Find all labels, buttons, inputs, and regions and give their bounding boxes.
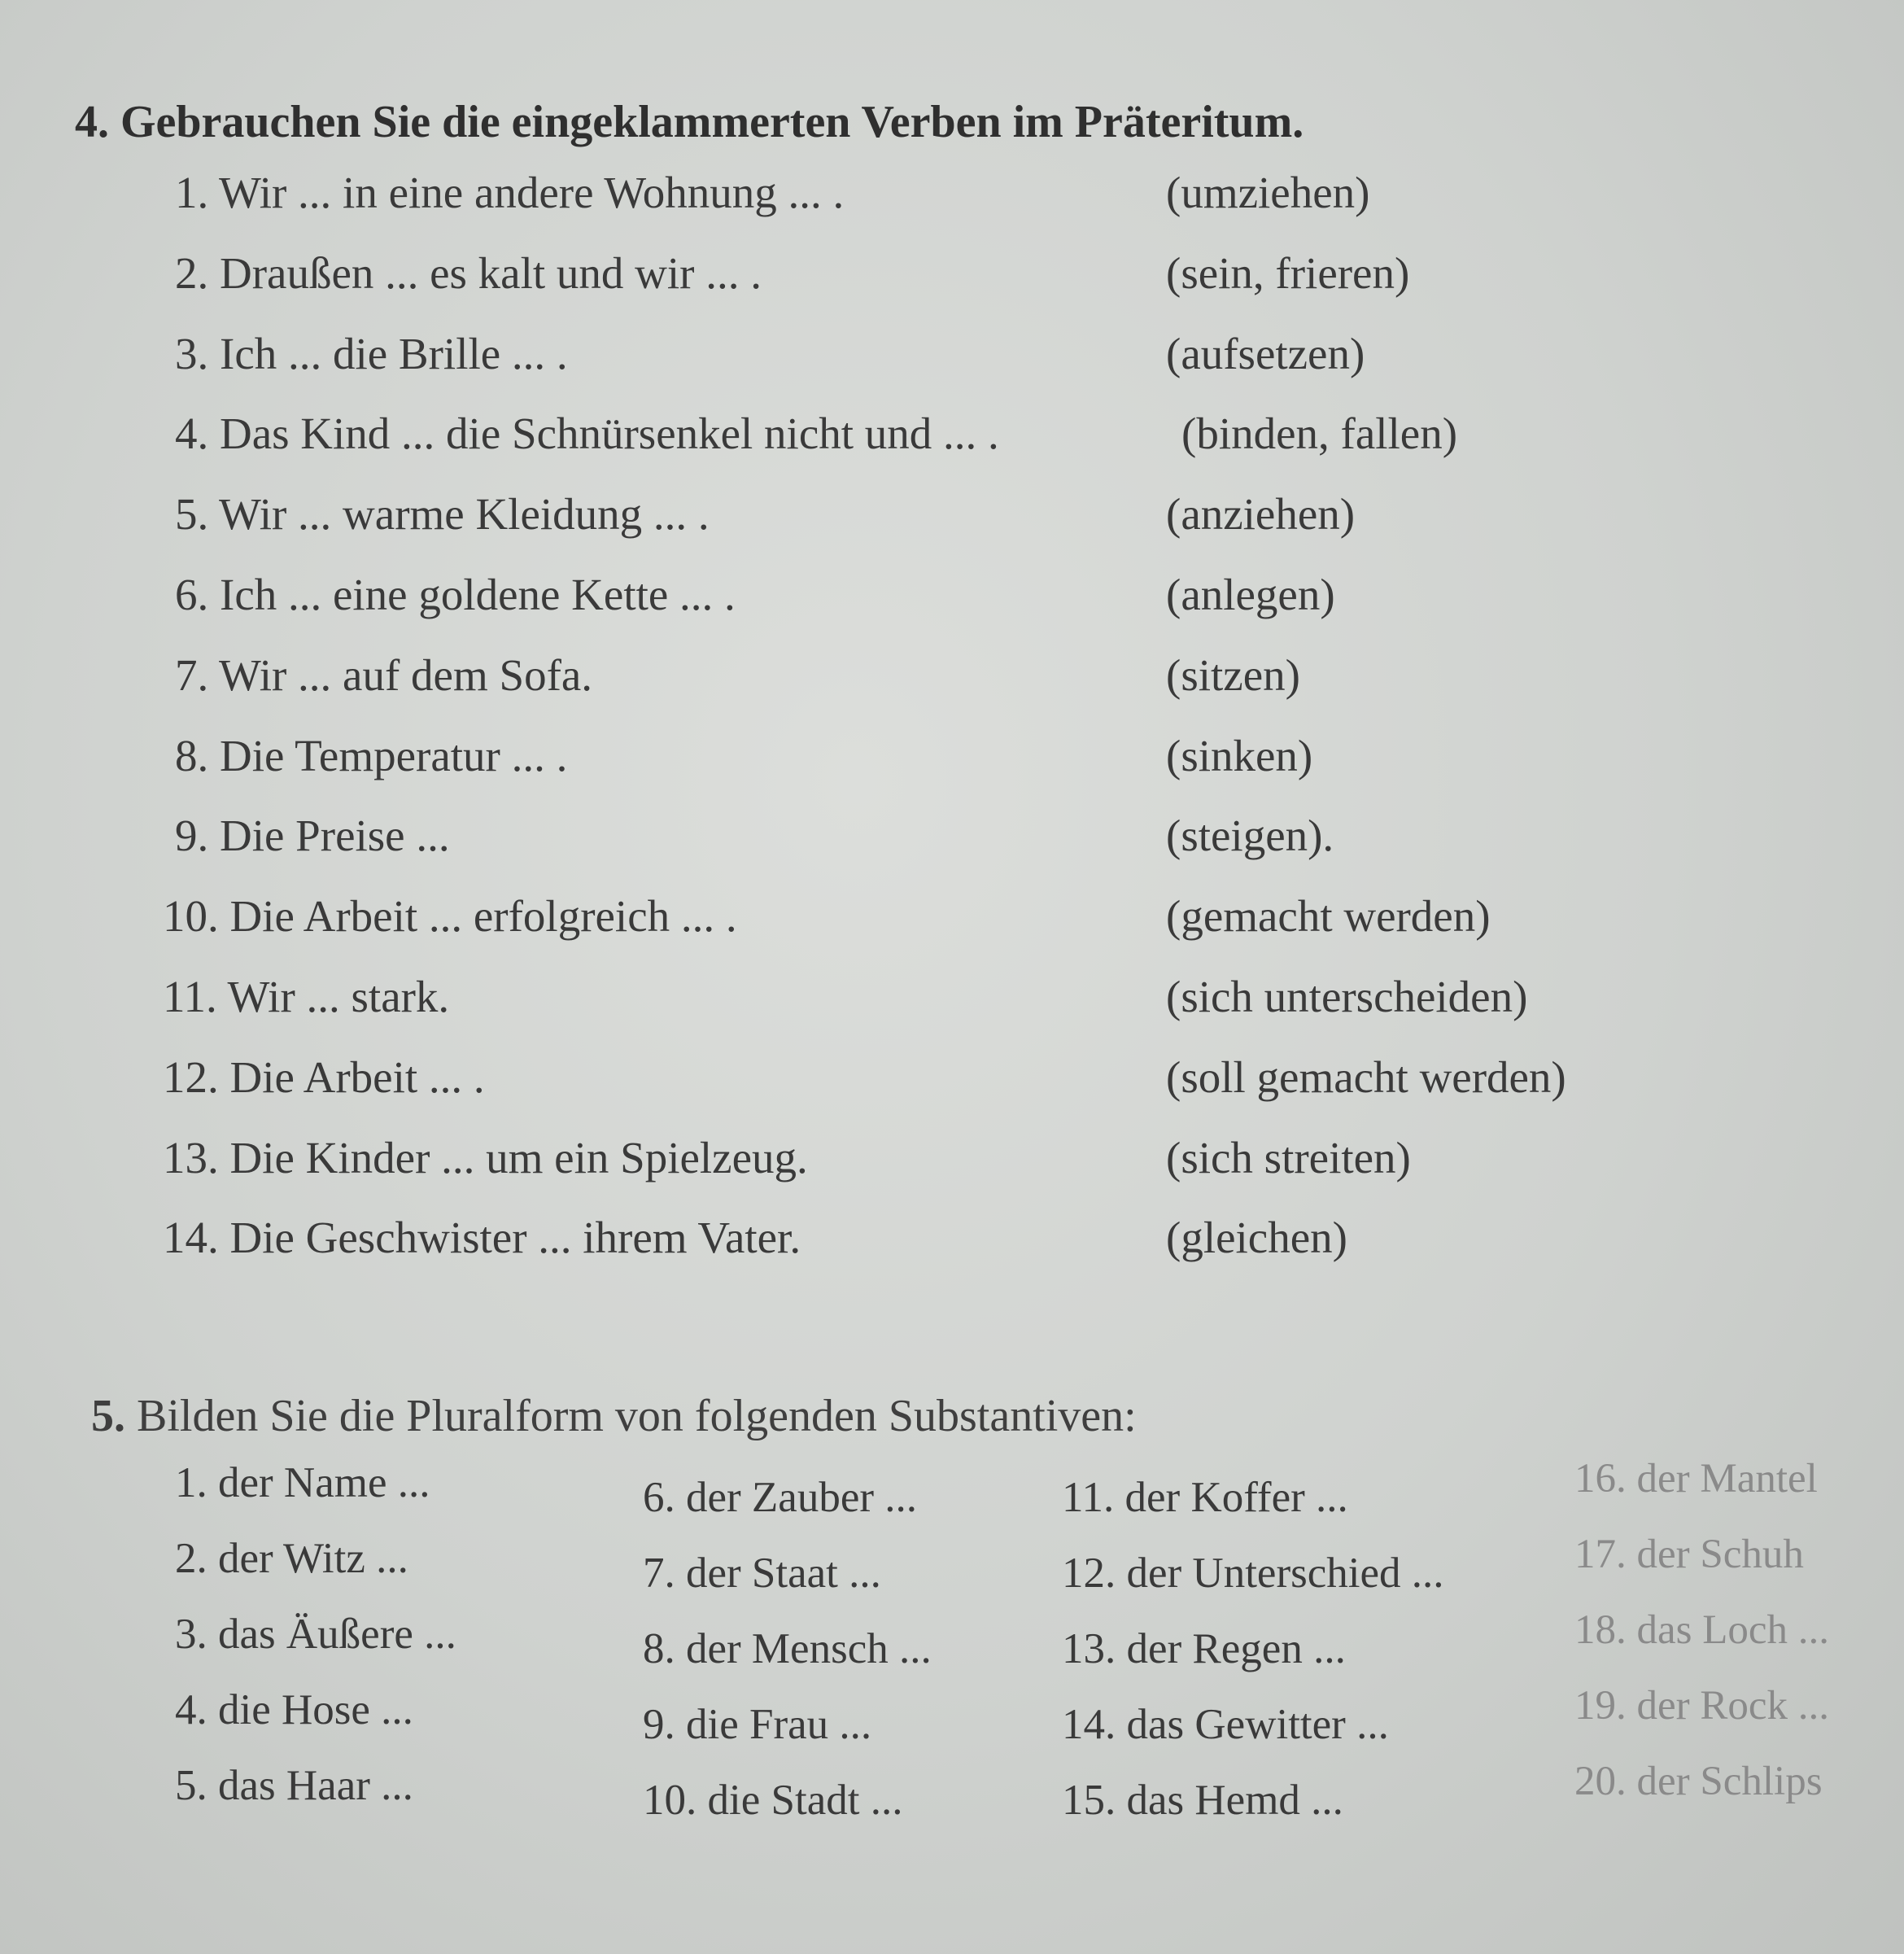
exercise-4-item [0,247,1904,328]
exercise-5-column [175,1458,456,1837]
exercise-4-sentence: 12. Die Arbeit ... . [163,1051,485,1102]
exercise-4-sentence: 2. Draußen ... es kalt und wir ... . [175,247,762,298]
exercise-4-sentence: 10. Die Arbeit ... erfolgreich ... . [163,891,737,942]
exercise-5-number: 5. [91,1391,125,1441]
exercise-4-item [0,649,1904,730]
exercise-4-item [0,730,1904,811]
exercise-4-verb: (sich streiten) [1166,1132,1411,1182]
exercise-4-verb: (steigen). [1166,811,1334,861]
exercise-5-heading [91,1390,1137,1442]
exercise-4-verb: (umziehen) [1166,168,1370,217]
noun-item: 11. der Koffer ... [1062,1474,1348,1521]
noun-item: 15. das Hemd ... [1062,1777,1343,1824]
noun-item: 20. der Schlips [1574,1759,1823,1804]
exercise-4-list [0,167,1904,1292]
exercise-4-item [0,328,1904,409]
exercise-4-verb: (binden, fallen) [1181,409,1458,459]
noun-item: 4. die Hose ... [175,1686,413,1733]
exercise-4-item [0,1212,1904,1292]
exercise-4-item [0,569,1904,649]
noun-item: 19. der Rock ... [1574,1683,1830,1729]
exercise-4-sentence: 6. Ich ... eine goldene Kette ... . [175,569,736,619]
exercise-4-verb: (soll gemacht werden) [1166,1051,1566,1102]
exercise-4-verb: (anlegen) [1166,569,1335,619]
noun-item: 5. das Haar ... [175,1762,413,1809]
exercise-4-item [0,890,1904,971]
exercise-5-column [1062,1473,1444,1851]
noun-item: 7. der Staat ... [643,1550,881,1597]
exercise-4-sentence: 5. Wir ... warme Kleidung ... . [175,489,710,540]
exercise-4-heading [75,96,1304,148]
exercise-5-grid [0,1458,1904,1849]
exercise-4-item [0,167,1904,247]
exercise-5-column [1574,1455,1829,1834]
exercise-4-sentence: 7. Wir ... auf dem Sofa. [175,649,593,700]
exercise-4-verb: (sein, frieren) [1166,247,1410,298]
exercise-4-sentence: 3. Ich ... die Brille ... . [175,328,568,378]
exercise-4-number: 4. [75,97,109,147]
exercise-4-sentence: 14. Die Geschwister ... ihrem Vater. [163,1213,801,1263]
exercise-4-verb: (anziehen) [1166,489,1356,540]
exercise-4-sentence: 9. Die Preise ... [175,811,450,861]
exercise-4-sentence: 13. Die Kinder ... um ein Spielzeug. [163,1132,808,1182]
exercise-4-verb: (sich unterscheiden) [1166,971,1528,1021]
noun-item: 18. das Loch ... [1574,1607,1830,1653]
exercise-4-verb: (gemacht werden) [1166,891,1491,942]
exercise-4-verb: (aufsetzen) [1166,328,1365,378]
noun-item: 17. der Schuh [1574,1532,1804,1577]
exercise-5-column [643,1473,932,1851]
exercise-4-sentence: 11. Wir ... stark. [163,971,450,1021]
noun-item: 1. der Name ... [175,1459,430,1506]
exercise-4-sentence: 1. Wir ... in eine andere Wohnung ... . [175,168,845,217]
noun-item: 10. die Stadt ... [643,1777,903,1824]
exercise-4-item [0,971,1904,1051]
exercise-4-verb: (sinken) [1166,730,1313,780]
exercise-4-verb: (sitzen) [1166,649,1300,700]
noun-item: 3. das Äußere ... [175,1611,456,1658]
exercise-5-instruction: Bilden Sie die Pluralform von folgenden Substantiven: [137,1391,1137,1441]
noun-item: 8. der Mensch ... [643,1625,932,1672]
noun-item: 13. der Regen ... [1062,1625,1346,1672]
noun-item: 12. der Unterschied ... [1062,1550,1444,1597]
noun-item: 16. der Mantel [1574,1456,1818,1502]
exercise-4-sentence: 4. Das Kind ... die Schnürsenkel nicht und ... . [175,409,999,459]
noun-item: 6. der Zauber ... [643,1474,917,1521]
exercise-4-item [0,810,1904,890]
noun-item: 2. der Witz ... [175,1535,408,1582]
exercise-4-item [0,408,1904,488]
exercise-4-item [0,1051,1904,1132]
noun-item: 9. die Frau ... [643,1701,872,1748]
noun-item: 14. das Gewitter ... [1062,1701,1389,1748]
exercise-4-verb: (gleichen) [1166,1213,1347,1263]
exercise-4-item [0,1132,1904,1213]
exercise-4-instruction: Gebrauchen Sie die eingeklammerten Verben im Präteritum. [120,97,1304,147]
exercise-4-item [0,488,1904,569]
exercise-4-sentence: 8. Die Temperatur ... . [175,730,568,780]
